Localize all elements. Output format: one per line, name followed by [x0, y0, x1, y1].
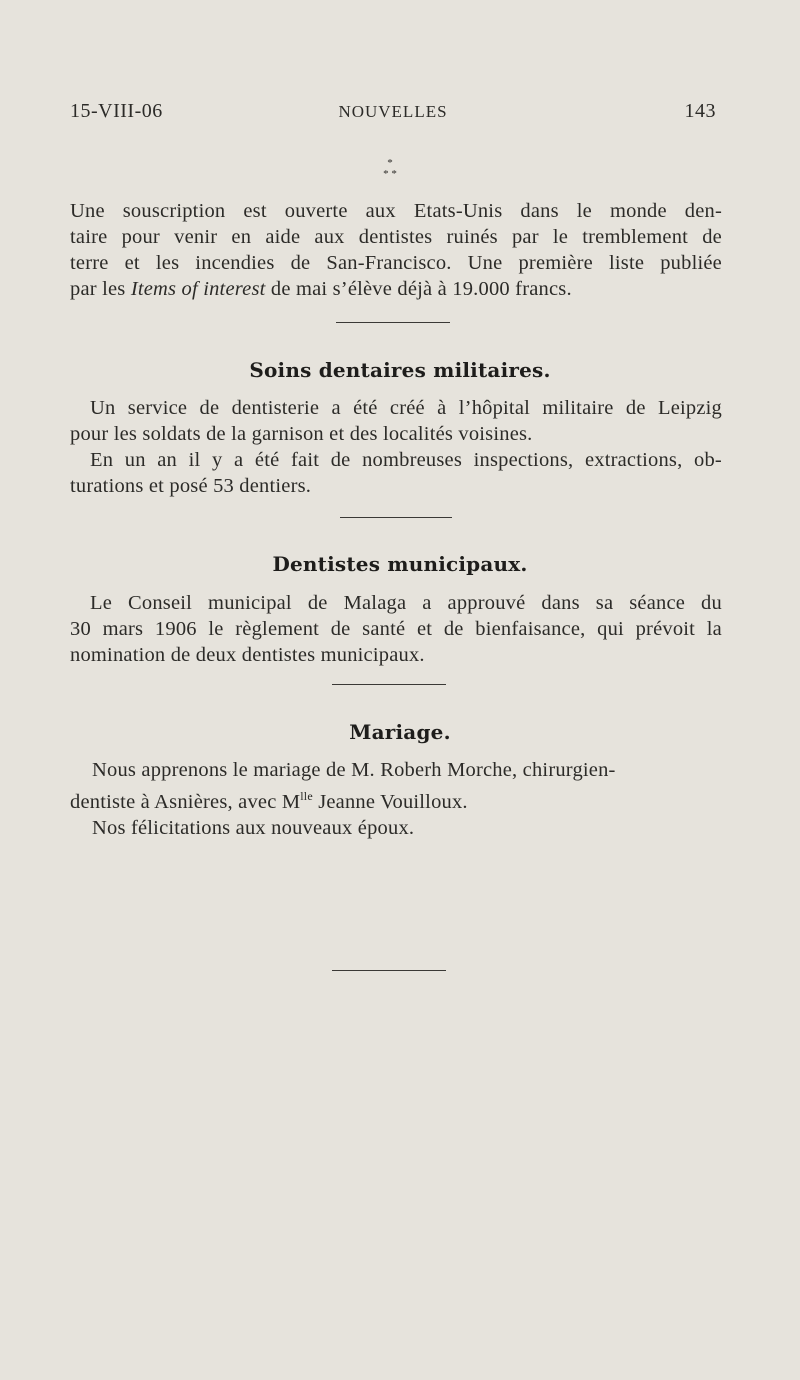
- asterism-bottom: * *: [383, 168, 397, 180]
- mariage-line-2-prefix: dentiste à Asnières, avec M: [70, 791, 301, 813]
- soins-line-2: pour les soldats de la garnison et des localités voisines.: [70, 423, 533, 445]
- souscription-paragraph: [70, 198, 722, 302]
- section-divider-4: [332, 970, 446, 971]
- mariage-line-2: [70, 783, 722, 815]
- header-page-number: 143: [684, 100, 716, 122]
- running-header: [70, 100, 716, 130]
- mademoiselle-superscript: lle: [300, 789, 313, 803]
- heading-dentistes-municipaux: Dentistes municipaux.: [272, 552, 528, 576]
- municipaux-line-1: Le Conseil municipal de Malaga a approuvé dans sa séance du: [90, 592, 722, 614]
- asterism-ornament: [370, 158, 410, 188]
- souscription-line-2: taire pour venir en aide aux dentistes ruinés par le tremblement de: [70, 226, 722, 248]
- municipaux-paragraph: [70, 590, 722, 668]
- soins-line-3: En un an il y a été fait de nombreuses inspections, extractions, ob-: [90, 449, 722, 471]
- souscription-line-4-prefix: par les: [70, 278, 131, 300]
- souscription-line-3: terre et les incendies de San-Francisco. Une première liste publiée: [70, 252, 722, 274]
- souscription-line-4-suffix: de mai s’élève déjà à 19.000 francs.: [265, 278, 572, 300]
- heading-soins-dentaires: Soins dentaires militaires.: [249, 358, 551, 382]
- header-section: NOUVELLES: [338, 102, 448, 121]
- heading-mariage: Mariage.: [349, 720, 451, 744]
- municipaux-line-3: nomination de deux dentistes municipaux.: [70, 644, 425, 666]
- mariage-line-3: Nos félicitations aux nouveaux époux.: [92, 817, 415, 839]
- asterism-top: *: [387, 157, 393, 169]
- soins-paragraph: [70, 395, 722, 499]
- section-divider-2: [340, 517, 452, 518]
- municipaux-line-2: 30 mars 1906 le règlement de santé et de bienfaisance, qui prévoit la: [70, 618, 722, 640]
- section-divider-3: [332, 684, 446, 685]
- mariage-paragraph: [70, 757, 722, 841]
- soins-line-4: turations et posé 53 dentiers.: [70, 475, 312, 497]
- section-divider-1: [336, 322, 450, 323]
- mariage-line-2-suffix: Jeanne Vouilloux.: [312, 791, 468, 813]
- journal-title: Items of interest: [130, 278, 266, 300]
- souscription-line-1: Une souscription est ouverte aux Etats-Unis dans le monde den-: [70, 200, 722, 222]
- soins-line-1: Un service de dentisterie a été créé à l’hôpital militaire de Leipzig: [90, 397, 722, 419]
- souscription-line-4: [70, 276, 722, 302]
- header-date: 15-VIII-06: [70, 100, 163, 122]
- mariage-line-1: Nous apprenons le mariage de M. Roberh Morche, chirurgien-: [92, 759, 616, 781]
